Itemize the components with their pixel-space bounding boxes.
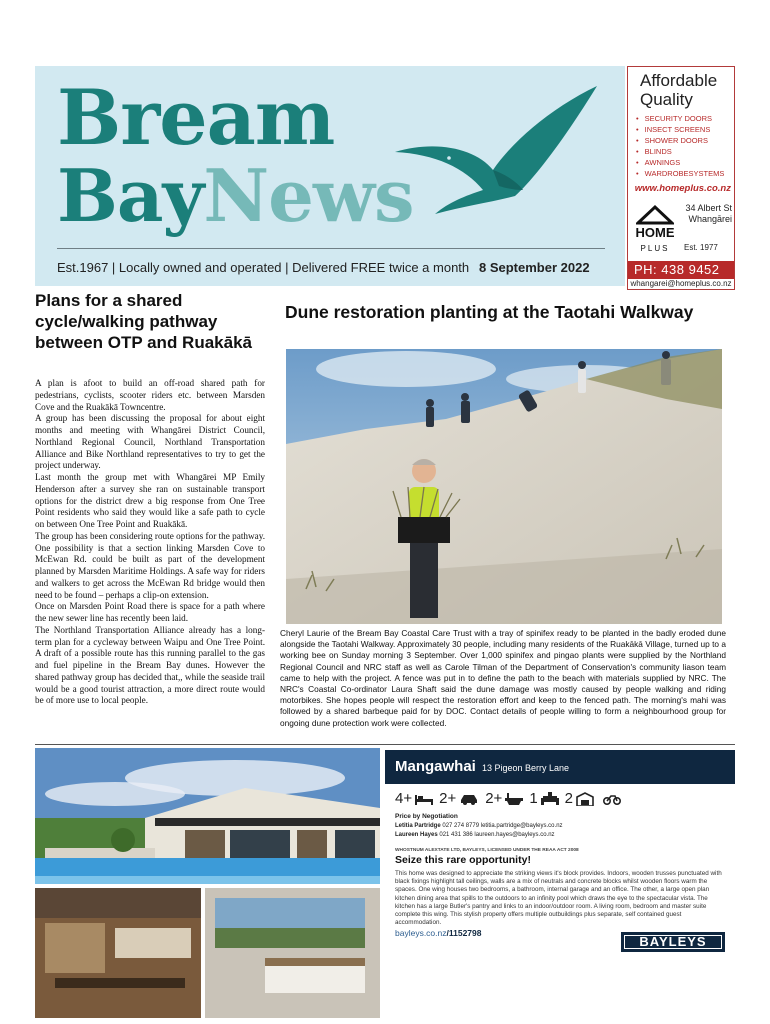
- advert-product: • SECURITY DOORS: [636, 113, 724, 124]
- advert-address-street: 34 Albert St: [685, 203, 732, 213]
- advert-product: • INSECT SCREENS: [636, 124, 724, 135]
- advert-product-list: [636, 113, 724, 179]
- listing-description: This home was designed to appreciate the striking views it's block provides. Indoors, wooden trusses punctuated with black fixings highlight tall ceilings, walls are a mix of neutrals and concrete blocks whilst wooden floors warm the spaces. One wing houses two bedrooms, a bathroom, internal garage and an office. The other, a large open plan kitchen dining area that spills to the outdoors to an infinity pool which draws the eye to the spectacular vista. The kitchen has a large Butler's pantry and links to an indoor/outdoor room. A living room, bedroom and master suite complete this wing. This stylish property offers multiple outbuildings plus separate, self contained guest accommodation.: [395, 870, 722, 927]
- advert-product: • WARDROBESYSTEMS: [636, 168, 724, 179]
- masthead: [35, 66, 625, 286]
- homeplus-logo-icon: [636, 203, 674, 257]
- advert-established: Est. 1977: [684, 243, 718, 252]
- feature-outbuilding: [600, 793, 621, 805]
- bed-icon: [415, 793, 433, 805]
- dune-restoration-headline: Dune restoration planting at the Taotahi Walkway: [285, 302, 694, 322]
- agent-name: Laureen Hayes: [395, 832, 438, 838]
- listing-agent-1[interactable]: [395, 823, 563, 829]
- masthead-tagline: Est.1967 | Locally owned and operated | Delivered FREE twice a month: [57, 260, 470, 275]
- listing-agent-2[interactable]: [395, 832, 555, 838]
- article-paragraph: The Northland Transportation Alliance already has a long-term plan for a cycleway between Waipu and One Tree Point. A draft of a possible route has this running parallel to the gas and fuel pipeline in the Bream Bay dunes. However the shared pathway group has decided that,, while the seaside trail would be a good tourist attraction, a more direct route would be of more use to local people.: [35, 624, 265, 706]
- issue-date: 8 September 2022: [479, 260, 590, 275]
- agent-contact: 027 274 8779 letitia.partridge@bayleys.co.nz: [442, 823, 563, 829]
- motorbike-icon: [603, 793, 621, 805]
- article-paragraph: The group has been considering route options for the pathway. One possibility is that a section linking Marsden Cove to McEwan Rd. could be built as part of the development planned by Marsden Maritime Holdings. A safe way for riders and walkers to get across the McEwan Rd bridge would then need to be found – perhaps a clip-on extension.: [35, 530, 265, 600]
- feature-lounges: 1: [529, 790, 558, 807]
- article-paragraph: A group has been discussing the proposal for about eight months and meeting with Whangārei District Council, Northland Regional Council, Northland Transportation Alliance and Bike Northland representatives to try to get the project underway.: [35, 413, 265, 471]
- seabird-logo-icon: [365, 78, 605, 218]
- property-photo-collage: [35, 748, 380, 1018]
- dune-planting-photo: [286, 349, 722, 624]
- listing-web-link[interactable]: [395, 928, 481, 938]
- listing-licence: WHOSTNUM ALEXTATE LTD, BAYLEYS, LICENSED UNDER THE REAA ACT 2008: [395, 848, 579, 853]
- masthead-title-bay: Bay: [57, 153, 204, 238]
- masthead-rule: [57, 248, 605, 249]
- listing-web-domain: bayleys.co.nz: [395, 928, 447, 938]
- bath-icon: [505, 793, 523, 805]
- logo-plus-text: PLUS: [640, 244, 670, 253]
- listing-features: [395, 790, 621, 807]
- advert-email-link[interactable]: whangarei@homeplus.co.nz: [630, 279, 732, 288]
- property-photos[interactable]: [35, 748, 380, 1018]
- feature-bathrooms: 2+: [485, 790, 523, 807]
- lounge-icon: [541, 792, 559, 806]
- property-listing[interactable]: [385, 750, 735, 1018]
- homeplus-advert[interactable]: [627, 66, 735, 290]
- listing-header-bar: [385, 750, 735, 784]
- cycleway-headline: Plans for a shared cycle/walking pathway between OTP and Ruakākā: [35, 291, 252, 352]
- article-paragraph: A plan is afoot to build an off-road shared path for pedestrians, cyclists, scooter riders etc. between Marsden Cove and the Ruakākā Towncentre.: [35, 378, 265, 412]
- advert-product: • AWNINGS: [636, 157, 724, 168]
- article-paragraph: Last month the group met with Whangārei MP Emily Henderson after a survey she ran on sustainable transport options for the district drew a big response from One Tree Point residents who said they would like a safe path to cycle on between One Tree Point and Ruakākā.: [35, 472, 265, 529]
- listing-web-id: /1152798: [446, 928, 482, 938]
- listing-street: 13 Pigeon Berry Lane: [482, 763, 570, 773]
- garage-icon: [576, 792, 594, 806]
- advert-phone[interactable]: PH: 438 9452: [628, 261, 734, 279]
- article-paragraph: Once on Marsden Point Road there is space for a path where the new sewer line has recently been laid.: [35, 601, 265, 623]
- advert-website-link[interactable]: www.homeplus.co.nz: [634, 183, 731, 194]
- photo-caption: Cheryl Laurie of the Bream Bay Coastal Care Trust with a tray of spinifex ready to be planted in the badly eroded dune alongside the Taotahi Walkway. Approximately 30 people, including many residents of the Ruakākā Village, turned up to a working bee on Sunday morning 3 September. Over 1,000 spinifex and pingao plants were supplied by the Northland Regional Council and NRC staff as well as Carole Tilman of the Department of Conservation's community liason team came to help with the project. A fence was put in to define the path to the beach with materials supplied by NRC. The NRC's Coastal Co-ordinator Laura Shaft said the dune damage was mostly caused by people walking and riding motorbikes. She hopes people will respect the restoration effort and keep to the fenced path. The morning's mahi was followed by a shared barbeque paid for by DOC. Contact details of people willing to form a neighbourhood group for ongoing dune protection work were collected.: [280, 628, 726, 728]
- bayleys-logo: BAYLEYS: [621, 932, 725, 952]
- masthead-title-news: News: [203, 153, 414, 238]
- advert-title: Affordable Quality: [640, 71, 718, 109]
- cycleway-article-body: [35, 378, 265, 707]
- section-divider: [35, 744, 735, 745]
- listing-headline: Seize this rare opportunity!: [395, 854, 531, 866]
- advert-address-city: Whangārei: [688, 214, 732, 224]
- dune-photo-illustration: [286, 349, 722, 624]
- car-icon: [459, 793, 479, 805]
- listing-town: Mangawhai: [395, 758, 476, 775]
- masthead-title-bay-news: [57, 153, 414, 238]
- advert-address: [678, 203, 732, 225]
- listing-price: Price by Negotiation: [395, 813, 458, 820]
- feature-bedrooms: 4+: [395, 790, 433, 807]
- feature-carparks: 2+: [439, 790, 479, 807]
- feature-garages: 2: [565, 790, 594, 807]
- logo-home-text: HOME: [636, 225, 674, 240]
- agent-name: Letitia Partridge: [395, 823, 441, 829]
- advert-product: • BLINDS: [636, 146, 724, 157]
- masthead-title-bream: Bream: [57, 73, 335, 162]
- agent-contact: 021 431 386 laureen.hayes@bayleys.co.nz: [439, 832, 555, 838]
- advert-product: • SHOWER DOORS: [636, 135, 724, 146]
